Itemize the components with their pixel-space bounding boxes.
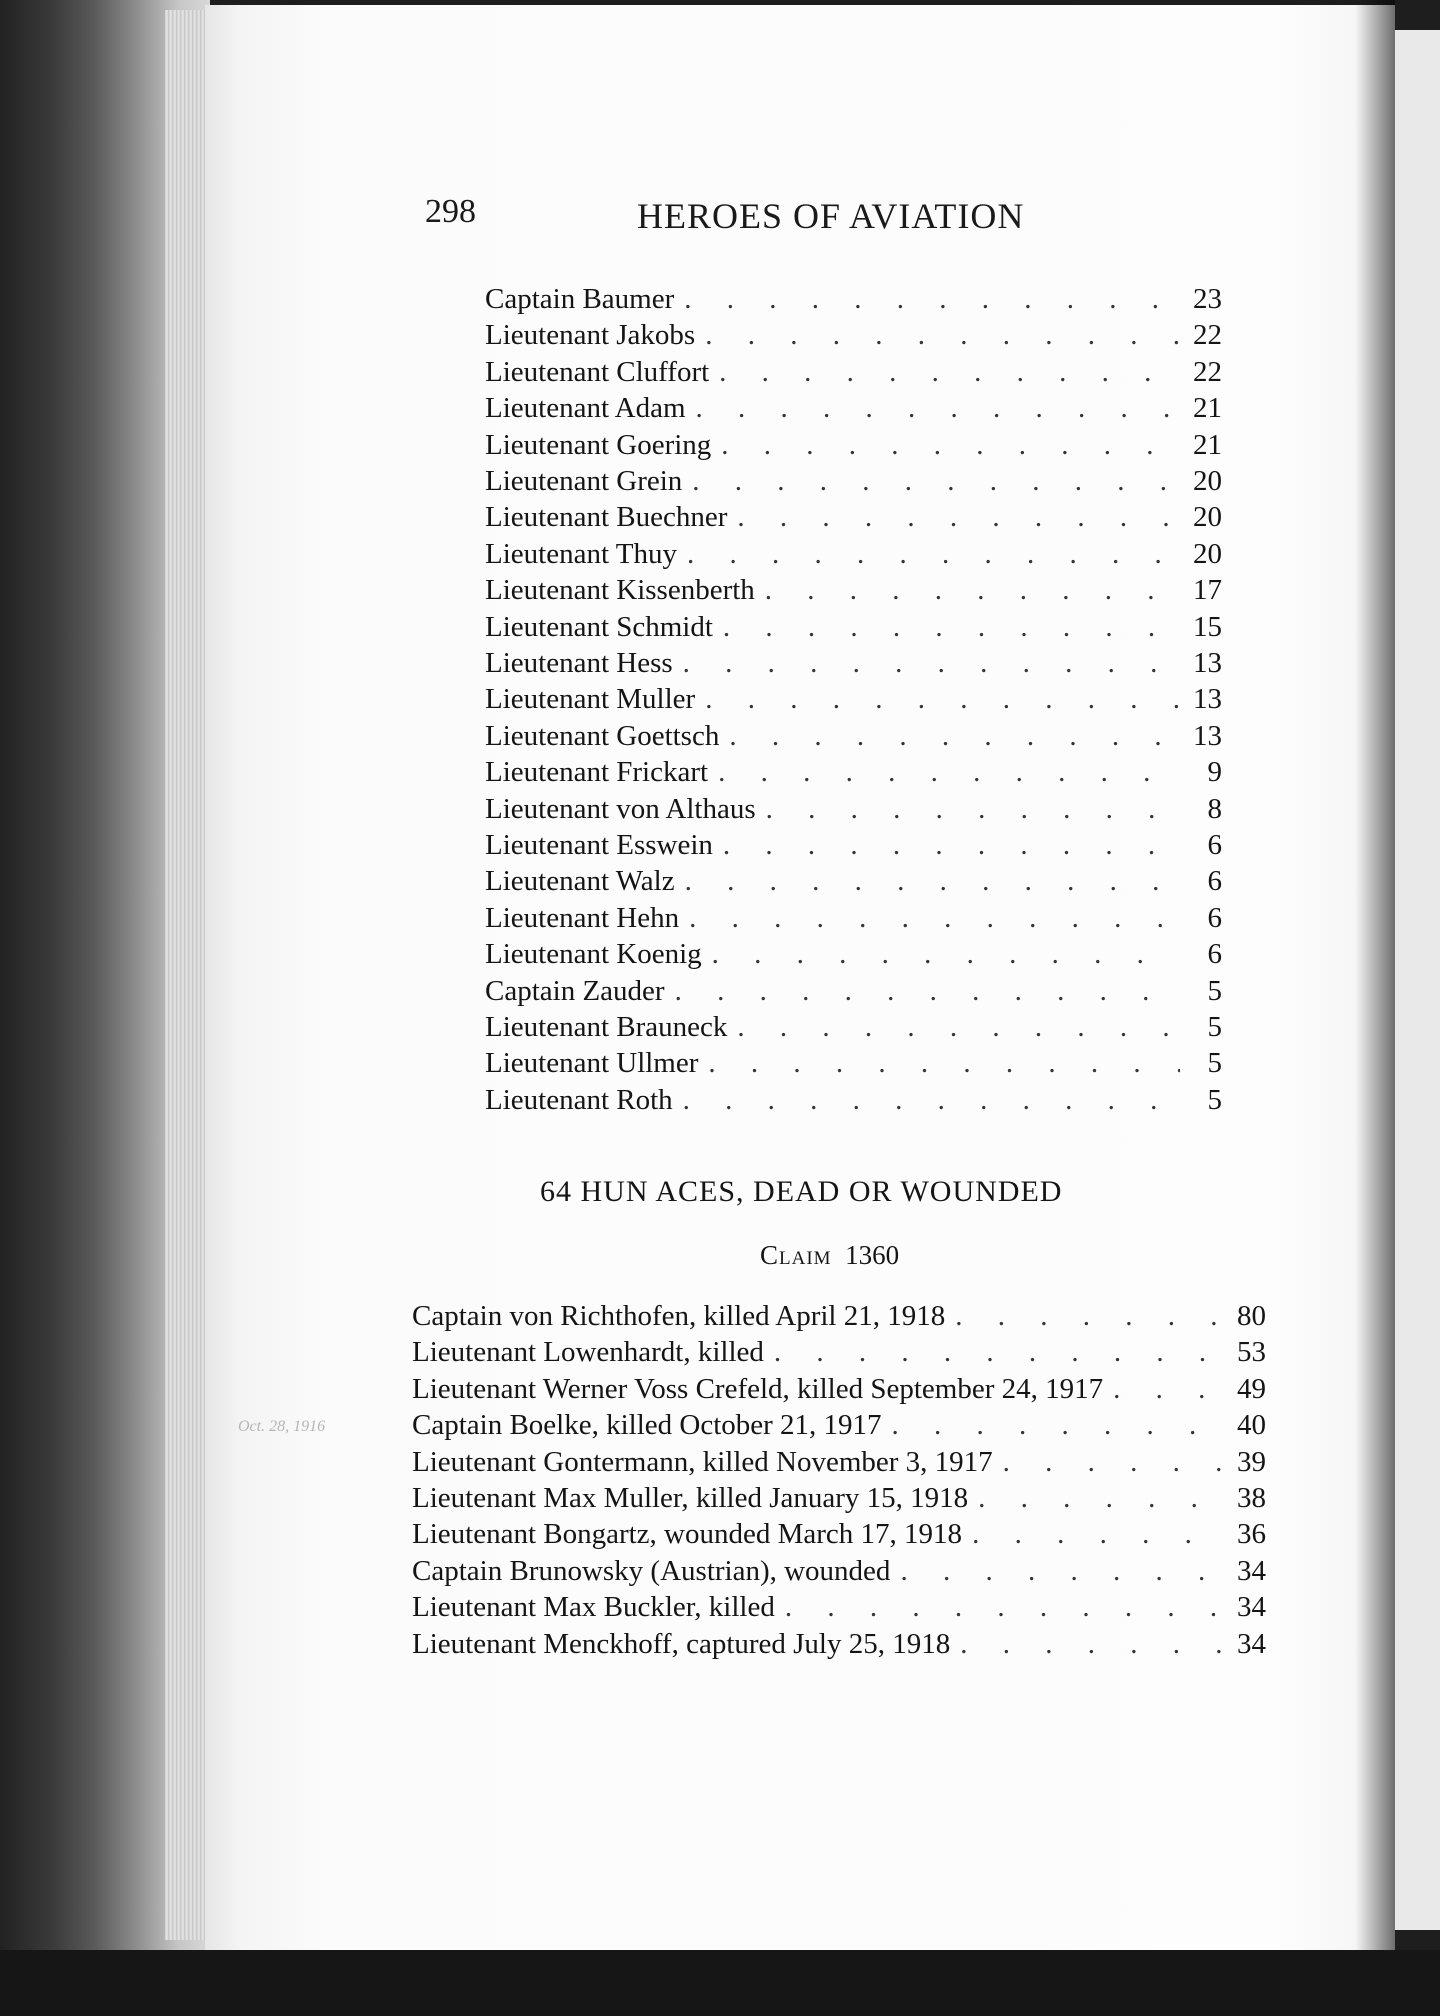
dot-leader — [723, 829, 1180, 862]
list-item — [485, 829, 1222, 862]
dot-leader — [955, 1300, 1224, 1333]
entry-score: 9 — [1207, 756, 1222, 789]
claim-value: 1360 — [845, 1240, 900, 1270]
entry-name: Lieutenant Hehn — [485, 901, 680, 934]
claim-label: Claim — [760, 1240, 832, 1270]
facing-page — [1395, 30, 1440, 1930]
dot-leader — [718, 756, 1180, 789]
dot-leader — [708, 1047, 1180, 1080]
list-item — [485, 283, 1222, 316]
entry-score: 80 — [1237, 1300, 1266, 1332]
dot-leader — [900, 1555, 1224, 1588]
dot-leader — [705, 319, 1180, 352]
entry-score: 15 — [1193, 610, 1222, 643]
list-item — [412, 1482, 1266, 1515]
dot-leader — [721, 429, 1180, 462]
entry-name: Lieutenant Jakobs — [485, 319, 696, 352]
list-item — [485, 1084, 1222, 1117]
dot-leader — [696, 392, 1180, 425]
dot-leader — [765, 574, 1180, 607]
list-item — [485, 611, 1222, 644]
background — [0, 1950, 1440, 2016]
gutter-shadow — [1355, 0, 1395, 1960]
entry-name: Lieutenant von Althaus — [485, 792, 756, 825]
dot-leader — [689, 902, 1180, 935]
entry-score: 20 — [1193, 501, 1222, 534]
dot-leader — [729, 720, 1180, 753]
entry-name: Lieutenant Max Buckler, killed — [412, 1591, 775, 1624]
entry-score: 21 — [1193, 428, 1222, 461]
entry-name: Lieutenant Walz — [485, 865, 675, 898]
entry-score: 5 — [1207, 1047, 1222, 1080]
dot-leader — [712, 938, 1180, 971]
handwritten-margin-note: Oct. 28, 1916 — [238, 1418, 326, 1435]
entry-name: Captain Baumer — [485, 283, 675, 315]
running-header — [425, 193, 1075, 243]
entry-score: 13 — [1193, 647, 1222, 679]
list-item — [485, 319, 1222, 352]
dot-leader — [687, 538, 1180, 571]
entry-score: 34 — [1237, 1554, 1266, 1587]
dot-leader — [683, 647, 1180, 680]
section-title: 64 HUN ACES, DEAD OR WOUNDED — [540, 1175, 1063, 1208]
dot-leader — [675, 975, 1180, 1008]
list-item — [485, 793, 1222, 826]
entry-name: Lieutenant Ullmer — [485, 1047, 699, 1080]
entry-name: Lieutenant Adam — [485, 392, 686, 425]
entry-name: Lieutenant Werner Voss Crefeld, killed September 24, 1917 — [412, 1372, 1104, 1405]
dot-leader — [978, 1482, 1224, 1515]
dot-leader — [972, 1518, 1224, 1551]
entry-score: 6 — [1207, 829, 1222, 861]
entry-name: Lieutenant Esswein — [485, 829, 713, 861]
page-number: 298 — [425, 193, 476, 230]
list-item — [412, 1300, 1266, 1333]
list-item — [485, 429, 1222, 462]
dot-leader — [692, 465, 1180, 498]
entry-name: Lieutenant Brauneck — [485, 1011, 728, 1043]
list-item — [485, 574, 1222, 607]
entry-name: Lieutenant Muller — [485, 683, 696, 716]
entry-score: 5 — [1207, 1083, 1222, 1116]
dot-leader — [723, 611, 1180, 644]
list-item — [485, 356, 1222, 389]
entry-score: 34 — [1237, 1627, 1266, 1660]
dot-leader — [684, 283, 1180, 316]
list-item — [485, 465, 1222, 498]
entry-name: Lieutenant Goering — [485, 428, 712, 461]
entry-name: Lieutenant Schmidt — [485, 610, 713, 643]
list-item — [412, 1446, 1266, 1479]
entry-score: 49 — [1237, 1372, 1266, 1405]
list-item — [485, 501, 1222, 534]
dot-leader — [705, 683, 1180, 716]
entry-name: Lieutenant Thuy — [485, 537, 677, 570]
entry-score: 22 — [1193, 319, 1222, 352]
entry-score: 21 — [1193, 392, 1222, 425]
list-item — [485, 392, 1222, 425]
list-item — [485, 538, 1222, 571]
list-item — [412, 1555, 1266, 1588]
entry-name: Captain von Richthofen, killed April 21, 1918 — [412, 1300, 946, 1332]
entry-score: 6 — [1207, 938, 1222, 971]
entry-score: 5 — [1207, 1011, 1222, 1043]
entry-name: Lieutenant Roth — [485, 1083, 673, 1116]
entry-name: Lieutenant Cluffort — [485, 355, 710, 388]
entry-score: 13 — [1193, 683, 1222, 716]
list-item — [412, 1591, 1266, 1624]
entry-score: 36 — [1237, 1518, 1266, 1551]
entry-score: 13 — [1193, 719, 1222, 752]
entry-name: Captain Zauder — [485, 974, 665, 1007]
entry-score: 20 — [1193, 465, 1222, 497]
entry-score: 34 — [1237, 1591, 1266, 1624]
entry-name: Lieutenant Gontermann, killed November 3, 1917 — [412, 1445, 993, 1478]
entry-score: 40 — [1237, 1409, 1266, 1442]
dot-leader — [737, 1011, 1180, 1044]
entry-name: Captain Boelke, killed October 21, 1917 — [412, 1409, 882, 1442]
list-item — [485, 1011, 1222, 1044]
list-item — [412, 1336, 1266, 1369]
entry-name: Lieutenant Menckhoff, captured July 25, 1918 — [412, 1627, 951, 1660]
entry-score: 17 — [1193, 574, 1222, 607]
entry-score: 38 — [1237, 1482, 1266, 1514]
list-item — [485, 683, 1222, 716]
entry-name: Lieutenant Kissenberth — [485, 574, 755, 607]
entry-score: 6 — [1207, 901, 1222, 934]
entry-name: Lieutenant Grein — [485, 465, 683, 497]
entry-score: 39 — [1237, 1445, 1266, 1478]
list-item — [485, 938, 1222, 971]
dot-leader — [719, 356, 1180, 389]
list-item — [485, 647, 1222, 680]
entry-score: 6 — [1207, 865, 1222, 898]
dot-leader — [1113, 1373, 1224, 1406]
list-item — [412, 1518, 1266, 1551]
dot-leader — [785, 1591, 1224, 1624]
list-item — [485, 902, 1222, 935]
entry-score: 20 — [1193, 537, 1222, 570]
list-item — [412, 1409, 1266, 1442]
dot-leader — [685, 865, 1180, 898]
dot-leader — [737, 501, 1180, 534]
page-stack-edge — [165, 10, 210, 1940]
list-item — [485, 1047, 1222, 1080]
entry-score: 8 — [1207, 792, 1222, 825]
list-item — [412, 1628, 1266, 1661]
dot-leader — [892, 1409, 1224, 1442]
entry-score: 23 — [1193, 283, 1222, 315]
list-item — [485, 865, 1222, 898]
list-item — [485, 756, 1222, 789]
list-item — [412, 1373, 1266, 1406]
entry-name: Lieutenant Hess — [485, 647, 673, 679]
running-title: HEROES OF AVIATION — [637, 196, 1025, 236]
entry-name: Lieutenant Goettsch — [485, 719, 720, 752]
dot-leader — [1003, 1446, 1224, 1479]
dot-leader — [774, 1336, 1224, 1369]
entry-score: 53 — [1237, 1336, 1266, 1369]
dot-leader — [960, 1628, 1224, 1661]
entry-name: Captain Brunowsky (Austrian), wounded — [412, 1554, 891, 1587]
entry-name: Lieutenant Max Muller, killed January 15, 1918 — [412, 1482, 969, 1514]
entry-name: Lieutenant Lowenhardt, killed — [412, 1336, 764, 1369]
list-item — [485, 720, 1222, 753]
dot-leader — [766, 793, 1180, 826]
claim-line — [760, 1240, 899, 1271]
dot-leader — [683, 1084, 1180, 1117]
entry-name: Lieutenant Buechner — [485, 501, 728, 534]
entry-name: Lieutenant Frickart — [485, 756, 709, 789]
entry-name: Lieutenant Bongartz, wounded March 17, 1918 — [412, 1518, 963, 1551]
entry-score: 22 — [1193, 355, 1222, 388]
entry-score: 5 — [1207, 974, 1222, 1007]
list-item — [485, 975, 1222, 1008]
entry-name: Lieutenant Koenig — [485, 938, 702, 971]
